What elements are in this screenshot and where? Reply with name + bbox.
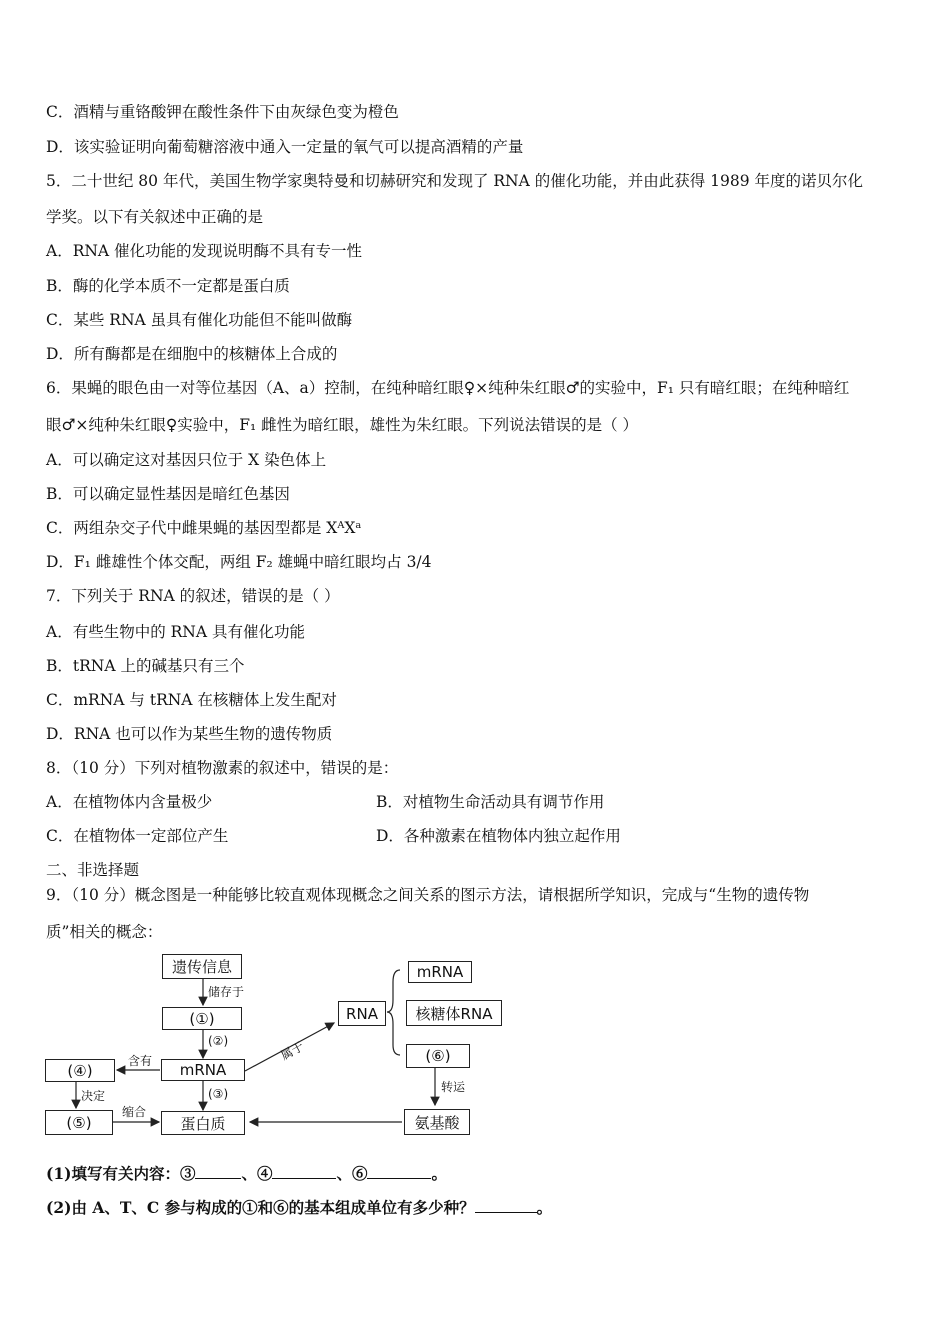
q9-sub1 [46,1164,447,1184]
decide-label: 决定 [81,1089,106,1103]
q9-sub2 [46,1198,552,1218]
blank-6-box: (⑥) [406,1044,470,1068]
contain-label: 含有 [128,1054,153,1068]
section-heading: 二、非选择题 [46,861,140,879]
q8-stem: 8．（10 分）下列对植物激素的叙述中，错误的是： [46,759,399,777]
q9-stem-line2: 质”相关的概念： [46,923,163,941]
blank-3-label: (③) [208,1087,229,1101]
answer-blank-4[interactable] [272,1164,336,1179]
q9-sub2-text: (2)由 A、T、C 参与构成的①和⑥的基本组成单位有多少种？ [46,1198,475,1217]
blank-5-box: (⑤) [45,1110,113,1135]
q8-option-a: A．在植物体内含量极少 [46,793,213,811]
q9-stem-line1: 9．（10 分）概念图是一种能够比较直观体现概念之间关系的图示方法，请根据所学知识，完成与“生物的遗传物 [46,886,810,904]
q9-sub1-end: 。 [431,1164,447,1183]
mrna-box: mRNA [161,1059,245,1081]
q5-stem-line1: 5．二十世纪 80 年代，美国生物学家奥特曼和切赫研究和发现了 RNA 的催化功能，并由此获得 1989 年度的诺贝尔化 [46,172,864,190]
q6-option-d: D．F₁ 雌雄性个体交配，两组 F₂ 雄蝇中暗红眼均占 3/4 [46,553,432,571]
blank-4-box: (④) [45,1059,115,1082]
q6-stem-line1: 6．果蝇的眼色由一对等位基因（A、a）控制，在纯种暗红眼♀×纯种朱红眼♂的实验中，F₁ 只有暗红眼；在纯种暗红 [46,379,850,397]
q6-option-c: C．两组杂交子代中雌果蝇的基因型都是 XᴬXᵃ [46,519,362,537]
q4-option-c: C．酒精与重铬酸钾在酸性条件下由灰绿色变为橙色 [46,103,399,121]
blank-1-box: (①) [162,1007,242,1030]
condense-label: 缩合 [122,1105,147,1119]
rna-box: RNA [338,1001,386,1026]
q9-sub1-sep1: 、④ [241,1164,273,1183]
q9-sub1-sep2: 、⑥ [336,1164,368,1183]
belong-label: 属于 [278,1039,307,1063]
q7-option-d: D．RNA 也可以作为某些生物的遗传物质 [46,725,333,743]
q6-option-a: A．可以确定这对基因只位于 X 染色体上 [46,451,327,469]
q9-sub1-prefix: (1)填写有关内容：③ [46,1164,196,1183]
blank-2-label: (②) [208,1034,229,1048]
q5-option-c: C．某些 RNA 虽具有催化功能但不能叫做酶 [46,311,353,329]
concept-map [44,950,514,1145]
protein-box: 蛋白质 [161,1111,245,1135]
q6-stem-line2: 眼♂×纯种朱红眼♀实验中，F₁ 雌性为暗红眼，雄性为朱红眼。下列说法错误的是（ ） [46,416,639,434]
rrna-box: 核糖体RNA [406,1000,502,1026]
answer-blank-6[interactable] [367,1164,431,1179]
q5-stem-line2: 学奖。以下有关叙述中正确的是 [46,208,264,226]
q8-option-d: D．各种激素在植物体内独立起作用 [376,827,621,845]
q6-option-b: B．可以确定显性基因是暗红色基因 [46,485,290,503]
genetic-info-box: 遗传信息 [162,954,242,979]
q7-option-b: B．tRNA 上的碱基只有三个 [46,657,245,675]
q7-option-a: A．有些生物中的 RNA 具有催化功能 [46,623,305,641]
transport-label: 转运 [441,1080,466,1094]
q8-option-c: C．在植物体一定部位产生 [46,827,229,845]
mrna-type-box: mRNA [408,961,472,983]
q7-option-c: C．mRNA 与 tRNA 在核糖体上发生配对 [46,691,337,709]
amino-acid-box: 氨基酸 [404,1109,470,1135]
answer-blank-count[interactable] [475,1198,537,1213]
q9-sub2-end: 。 [536,1198,553,1217]
q7-stem: 7．下列关于 RNA 的叙述，错误的是（ ） [46,587,340,605]
q5-option-b: B．酶的化学本质不一定都是蛋白质 [46,277,290,295]
q5-option-d: D．所有酶都是在细胞中的核糖体上合成的 [46,345,338,363]
answer-blank-3[interactable] [195,1164,241,1179]
q8-option-b: B．对植物生命活动具有调节作用 [376,793,605,811]
q4-option-d: D．该实验证明向葡萄糖溶液中通入一定量的氧气可以提高酒精的产量 [46,138,524,156]
q5-option-a: A．RNA 催化功能的发现说明酶不具有专一性 [46,242,363,260]
store-in-label: 储存于 [208,985,245,999]
